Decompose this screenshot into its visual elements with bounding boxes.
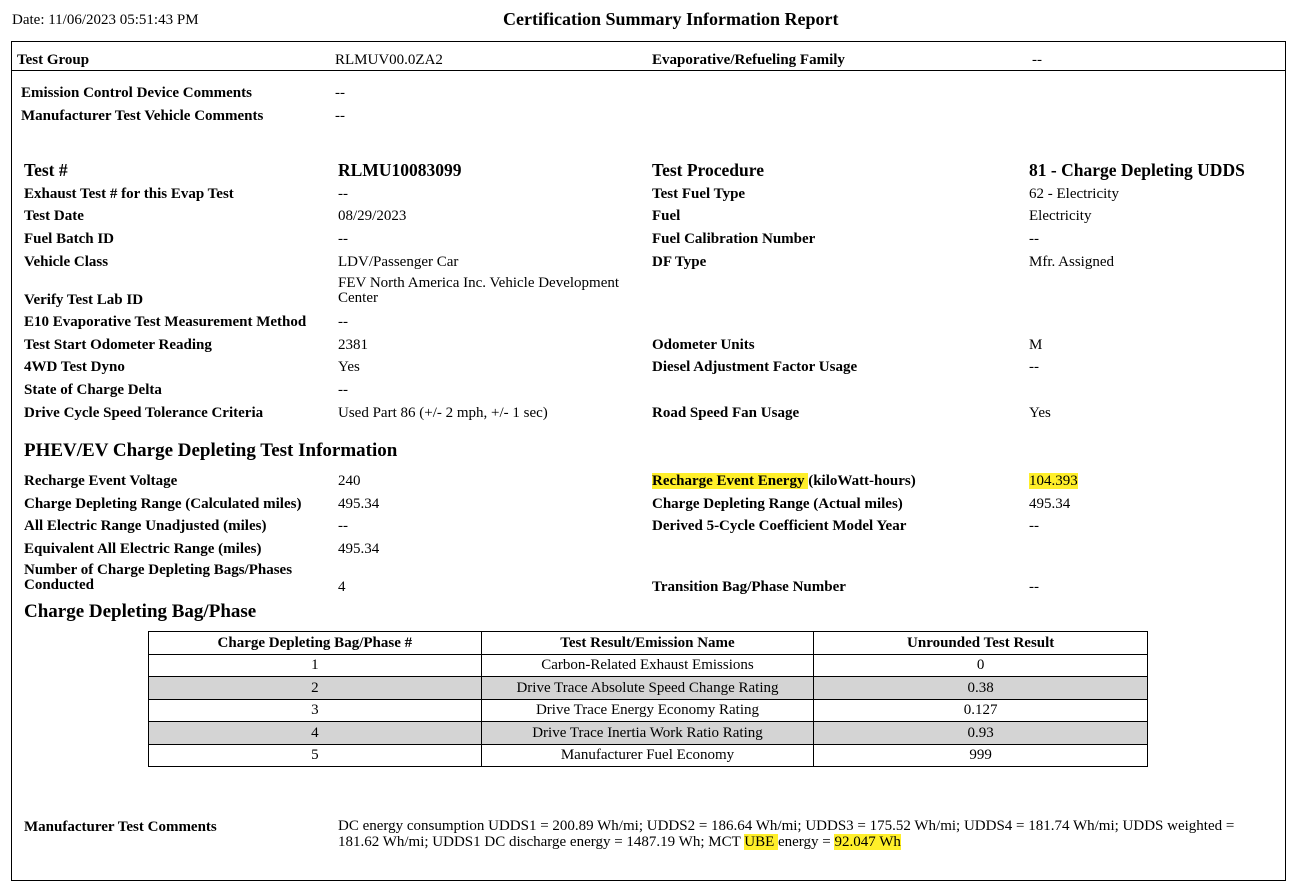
- fuel-type-value: 62 - Electricity: [1029, 186, 1119, 202]
- odometer-units-label: Odometer Units: [652, 337, 755, 353]
- report-date: Date: 11/06/2023 05:51:43 PM: [12, 12, 199, 28]
- table-cell: 3: [149, 699, 482, 722]
- phev-section-title: PHEV/EV Charge Depleting Test Information: [24, 440, 398, 461]
- mfr-comments-line1: DC energy consumption UDDS1 = 200.89 Wh/mi; UDDS2 = 186.64 Wh/mi; UDDS3 = 175.52 Wh/mi; UDDS4 = 181.74 Wh/mi; UDDS weighted =: [338, 818, 1235, 834]
- table-row: [149, 744, 1148, 767]
- column-header: Unrounded Test Result: [814, 632, 1148, 655]
- diesel-factor-label: Diesel Adjustment Factor Usage: [652, 359, 858, 375]
- eaer-label: Equivalent All Electric Range (miles): [24, 541, 262, 557]
- vehicle-class-label: Vehicle Class: [24, 254, 109, 270]
- group-divider: [11, 70, 1286, 71]
- eaer-value: 495.34: [338, 541, 380, 557]
- table-cell: Drive Trace Energy Economy Rating: [481, 699, 814, 722]
- fan-usage-label: Road Speed Fan Usage: [652, 405, 800, 421]
- ube-energy-highlight: 92.047 Wh: [834, 834, 901, 850]
- column-header: Test Result/Emission Name: [481, 632, 814, 655]
- ecd-comments-label: Emission Control Device Comments: [21, 85, 252, 101]
- table-cell: 0.38: [814, 677, 1148, 700]
- fuel-value: Electricity: [1029, 208, 1092, 224]
- table-cell: 0: [814, 654, 1148, 677]
- test-procedure-label: Test Procedure: [652, 160, 764, 180]
- odometer-label: Test Start Odometer Reading: [24, 337, 212, 353]
- exhaust-test-value: --: [338, 186, 348, 202]
- table-cell: Drive Trace Absolute Speed Change Rating: [481, 677, 814, 700]
- transition-bag-label: Transition Bag/Phase Number: [652, 579, 846, 595]
- fuel-batch-value: --: [338, 231, 348, 247]
- bag-phase-table: [148, 631, 1148, 767]
- fuel-calibration-value: --: [1029, 231, 1039, 247]
- test-number-value: RLMU10083099: [338, 160, 462, 180]
- recharge-energy-value-highlight: 104.393: [1029, 473, 1078, 489]
- test-number-label: Test #: [24, 160, 68, 180]
- bags-count-label-line2: Conducted: [24, 577, 95, 593]
- ube-highlight: UBE: [744, 834, 778, 850]
- calc-range-value: 495.34: [338, 496, 380, 512]
- table-cell: 2: [149, 677, 482, 700]
- bags-count-label-line1: Number of Charge Depleting Bags/Phases: [24, 562, 293, 578]
- soc-delta-value: --: [338, 382, 348, 398]
- aer-value: --: [338, 518, 348, 534]
- odometer-units-value: M: [1029, 337, 1043, 353]
- e10-method-label: E10 Evaporative Test Measurement Method: [24, 314, 307, 330]
- mtv-comments-label: Manufacturer Test Vehicle Comments: [21, 108, 264, 124]
- table-cell: 5: [149, 744, 482, 767]
- fuel-calibration-label: Fuel Calibration Number: [652, 231, 816, 247]
- column-header: Charge Depleting Bag/Phase #: [149, 632, 482, 655]
- recharge-voltage-label: Recharge Event Voltage: [24, 473, 178, 489]
- actual-range-label: Charge Depleting Range (Actual miles): [652, 496, 903, 512]
- test-date-label: Test Date: [24, 208, 84, 224]
- mfr-comments-line2-b: energy =: [777, 834, 835, 850]
- e10-method-value: --: [338, 314, 348, 330]
- table-row: [149, 654, 1148, 677]
- speed-tolerance-value: Used Part 86 (+/- 2 mph, +/- 1 sec): [338, 405, 548, 421]
- table-cell: 999: [814, 744, 1148, 767]
- evap-family-value: --: [1032, 52, 1042, 68]
- table-cell: 4: [149, 722, 482, 745]
- table-row: [149, 699, 1148, 722]
- table-row: [149, 722, 1148, 745]
- table-cell: Carbon-Related Exhaust Emissions: [481, 654, 814, 677]
- exhaust-test-label: Exhaust Test # for this Evap Test: [24, 186, 234, 202]
- test-lab-value-line1: FEV North America Inc. Vehicle Development: [338, 275, 620, 291]
- vehicle-class-value: LDV/Passenger Car: [338, 254, 459, 270]
- dyno-label: 4WD Test Dyno: [24, 359, 125, 375]
- odometer-value: 2381: [338, 337, 368, 353]
- table-cell: Drive Trace Inertia Work Ratio Rating: [481, 722, 814, 745]
- table-cell: 0.127: [814, 699, 1148, 722]
- mfr-comments-line2: [338, 834, 1283, 850]
- recharge-energy-label: [652, 472, 916, 490]
- table-cell: Manufacturer Fuel Economy: [481, 744, 814, 767]
- recharge-energy-label-highlight: Recharge Event Energy: [652, 473, 809, 489]
- mfr-comments-line2-a: 181.62 Wh/mi; UDDS1 DC discharge energy = 1487.19 Wh; MCT: [338, 834, 745, 850]
- fuel-batch-label: Fuel Batch ID: [24, 231, 114, 247]
- test-lab-label: Verify Test Lab ID: [24, 292, 144, 308]
- table-header-row: [149, 632, 1148, 655]
- test-procedure-value: 81 - Charge Depleting UDDS: [1029, 160, 1245, 180]
- bags-count-value: 4: [338, 579, 346, 595]
- dyno-value: Yes: [338, 359, 360, 375]
- coefficient-year-value: --: [1029, 518, 1039, 534]
- mfr-comments-text: [338, 818, 1283, 850]
- ecd-comments-value: --: [335, 85, 345, 101]
- recharge-voltage-value: 240: [338, 473, 361, 489]
- fan-usage-value: Yes: [1029, 405, 1051, 421]
- evap-family-label: Evaporative/Refueling Family: [652, 52, 845, 68]
- diesel-factor-value: --: [1029, 359, 1039, 375]
- df-type-value: Mfr. Assigned: [1029, 254, 1115, 270]
- table-row: [149, 677, 1148, 700]
- mtv-comments-value: --: [335, 108, 345, 124]
- aer-label: All Electric Range Unadjusted (miles): [24, 518, 267, 534]
- table-cell: 0.93: [814, 722, 1148, 745]
- transition-bag-value: --: [1029, 579, 1039, 595]
- test-lab-value-line2: Center: [338, 290, 378, 306]
- df-type-label: DF Type: [652, 254, 707, 270]
- soc-delta-label: State of Charge Delta: [24, 382, 162, 398]
- fuel-label: Fuel: [652, 208, 681, 224]
- table-cell: 1: [149, 654, 482, 677]
- bags-count-label: [24, 563, 292, 593]
- actual-range-value: 495.34: [1029, 496, 1071, 512]
- test-group-value: RLMUV00.0ZA2: [335, 52, 443, 68]
- mfr-comments-label: Manufacturer Test Comments: [24, 819, 217, 835]
- speed-tolerance-label: Drive Cycle Speed Tolerance Criteria: [24, 405, 264, 421]
- test-lab-value: [338, 276, 619, 306]
- test-group-label: Test Group: [17, 52, 90, 68]
- recharge-energy-value: [1029, 472, 1078, 490]
- coefficient-year-label: Derived 5-Cycle Coefficient Model Year: [652, 518, 907, 534]
- fuel-type-label: Test Fuel Type: [652, 186, 746, 202]
- recharge-energy-label-units: (kiloWatt-hours): [808, 473, 916, 489]
- test-date-value: 08/29/2023: [338, 208, 407, 224]
- report-title: Certification Summary Information Report: [503, 9, 839, 29]
- bag-section-title: Charge Depleting Bag/Phase: [24, 601, 257, 622]
- calc-range-label: Charge Depleting Range (Calculated miles): [24, 496, 302, 512]
